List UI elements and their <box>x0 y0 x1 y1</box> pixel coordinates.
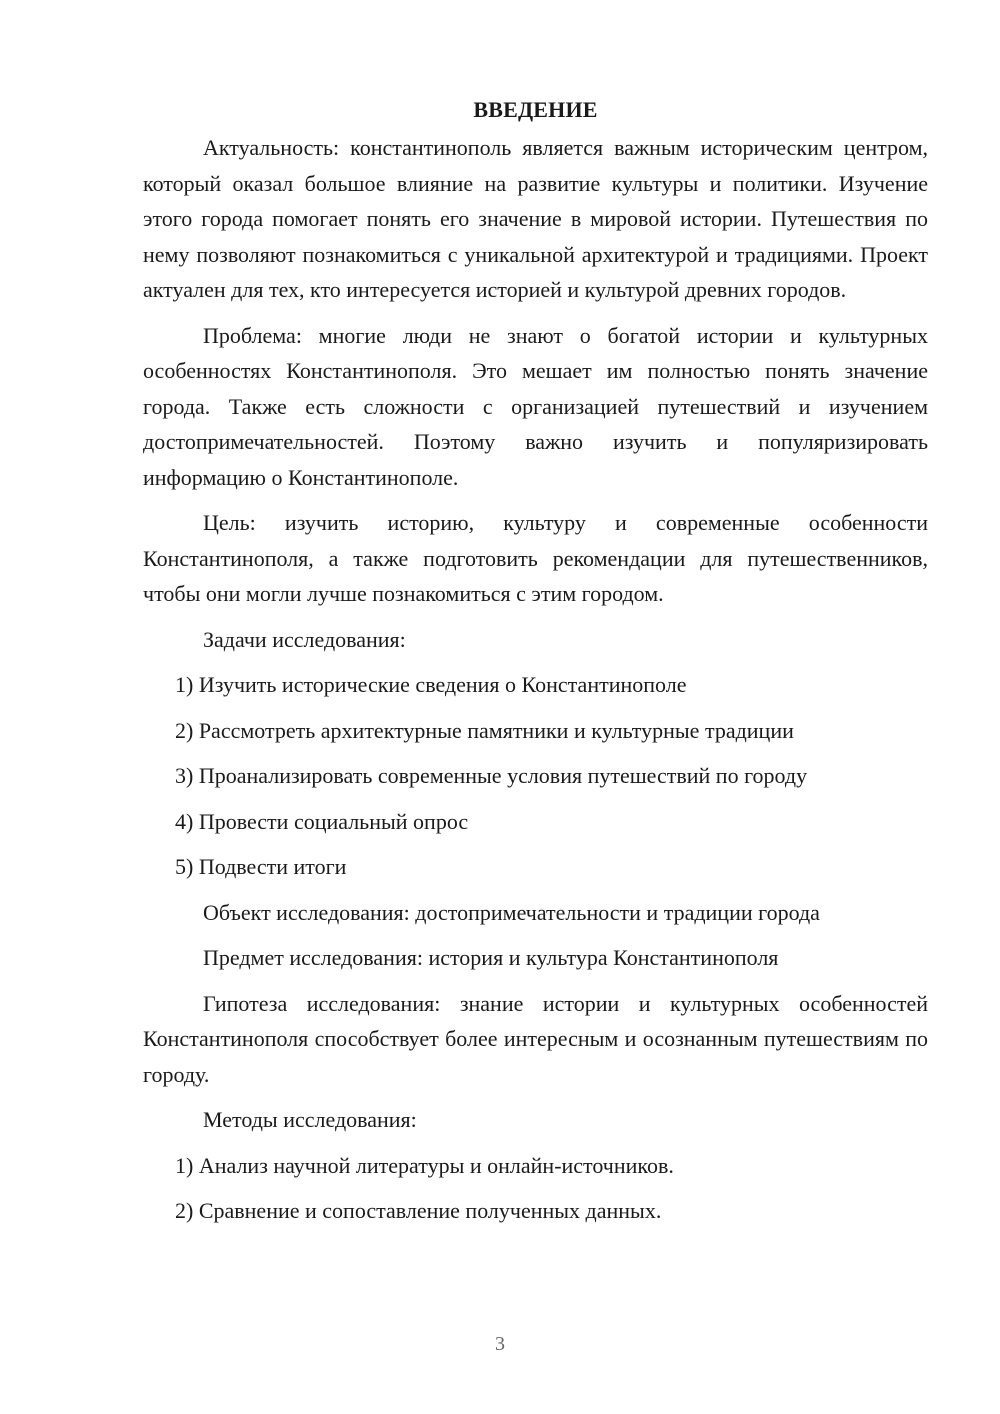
section-title: ВВЕДЕНИЕ <box>473 97 598 122</box>
document-page <box>143 90 928 1239</box>
task-item-3: 3) Проанализировать современные условия путешествий по городу <box>175 763 808 788</box>
method-item-1: 1) Анализ научной литературы и онлайн-источников. <box>175 1152 674 1178</box>
paragraph-problem: Проблема: многие люди не знают о богатой истории и культурных особенностях Константинополя. Это мешает им полностью понять значение города. Также есть сложности с организацией путешествий и изучением достопримечательностей. Поэтому важно изучить и популяризировать информацию о Константинополе. <box>143 322 928 490</box>
paragraph-relevance: Актуальность: константинополь является важным историческим центром, который оказал большое влияние на развитие культуры и политики. Изучение этого города помогает понять его значение в мировой истории. Путешествия по нему позволяют познакомиться с уникальной архитектурой и традициями. Проект актуален для тех, кто интересуется историей и культурой древних городов. <box>143 135 928 302</box>
paragraph-goal: Цель: изучить историю, культуру и современные особенности Константинополя, а также подготовить рекомендации для путешественников, чтобы они могли лучше познакомиться с этим городом. <box>143 510 928 606</box>
research-subject: Предмет исследования: история и культура Константинополя <box>203 945 779 970</box>
research-object: Объект исследования: достопримечательности и традиции города <box>203 899 820 925</box>
tasks-heading: Задачи исследования: <box>203 626 406 652</box>
paragraph-hypothesis: Гипотеза исследования: знание истории и культурных особенностей Константинополя способствует более интересным и осознанным путешествиям по городу. <box>143 990 928 1087</box>
page-number: 3 <box>495 1333 505 1355</box>
task-item-4: 4) Провести социальный опрос <box>175 808 469 834</box>
task-item-2: 2) Рассмотреть архитектурные памятники и культурные традиции <box>175 717 794 743</box>
methods-heading: Методы исследования: <box>203 1107 417 1132</box>
method-item-2: 2) Сравнение и сопоставление полученных данных. <box>175 1198 662 1223</box>
task-item-1: 1) Изучить исторические сведения о Константинополе <box>175 672 687 697</box>
task-item-5: 5) Подвести итоги <box>175 854 347 879</box>
